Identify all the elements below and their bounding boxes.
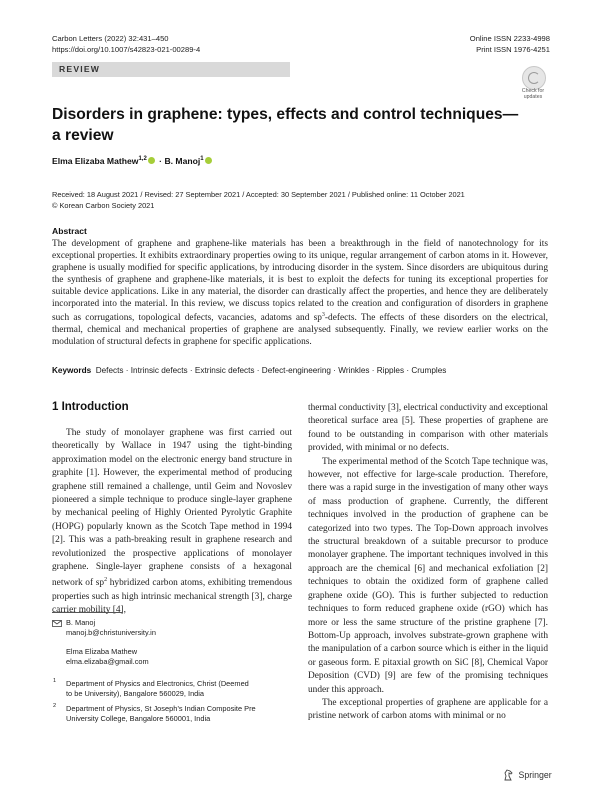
affiliation-1: Department of Physics and Electronics, Christ (Deemed to be University), Bangalore 560029, India xyxy=(66,679,249,699)
author-2-affil: 1 xyxy=(200,156,204,163)
affiliation-2: Department of Physics, St Joseph’s Indian Composite Pre University College, Bangalore 560001, India xyxy=(66,704,256,724)
abstract-heading: Abstract xyxy=(52,226,87,236)
orcid-icon[interactable] xyxy=(148,157,155,164)
issn-header xyxy=(470,33,550,55)
publisher-logo xyxy=(503,766,552,780)
left-column xyxy=(52,427,292,618)
right-column xyxy=(308,402,548,724)
springer-horse-icon xyxy=(503,769,514,781)
copyright-line: © Korean Carbon Society 2021 xyxy=(52,201,155,210)
paragraph: The study of monolayer graphene was first carried out theoretically by Wallace in 1947 using the tight-binding approximation model on the electronic energy band structure in graphite [1]. However, the experimental method of producing graphene still remained a challenge, until Geim and Novoslev pioneered a simple technique to produce single-layer graphene by mechanical peeling of Highly Oriented Pyrolytic Graphite (HOPG) popularly known as the Scotch Tape method in 1994 [2]. This was a path-breaking result in graphene research and revolutionized the prospective applications of monolayer graphene. Single-layer graphene consists of a hexagonal network of $sp^2$ hybridized carbon atoms, exhibiting tremendous properties such as high intrinsic mechanical strength [3], charge carrier mobility [4], xyxy=(52,428,292,616)
footnote-divider xyxy=(52,612,122,613)
article-type-label: REVIEW xyxy=(59,64,101,74)
check-for-updates-badge[interactable] xyxy=(516,66,550,100)
keywords xyxy=(52,366,446,375)
paragraph: thermal conductivity [3], electrical conductivity and exceptional theoretical surface area [5]. These properties of graphene are found to be outstanding in comparison with other materials provided, with minimal or no defects. xyxy=(308,403,548,454)
issn-print: Print ISSN 1976-4251 xyxy=(476,45,550,54)
issn-online: Online ISSN 2233-4998 xyxy=(469,34,550,43)
paragraph: The exceptional properties of graphene are applicable for a pristine network of carbon atoms with minimal or no xyxy=(308,697,548,722)
abstract-body: The development of graphene and graphene-like materials has been a breakthrough in the field of nanotechnology for its exceptional properties. It exhibits extraordinary properties owing to its unique, regular arrangement of carbon atoms in it. However, graphene is usually modified for specific applications, by introducing disorder in the system. Since disorders are ubiquitous during the synthesis of graphene and graphene-like materials, it is best to exploit the defects for tuning its exceptional properties for suitable device applications. Like in any material, the disorder can drastically affect the properties, and hence they are deliberately incorporated into the material. In this review, we discuss topics related to the creation and configuration of disorders in graphene such as corrugations, topological defects, vacancies, adatoms and $sp^3$-defects. The effects of these disorders on the electrical, thermal, chemical and mechanical properties of graphene are analysed subsequently. Finally, we review earlier works on the modulation of structural defects in graphene for specific applications. xyxy=(52,239,548,348)
keywords-label: Keywords xyxy=(52,366,92,375)
doi-link[interactable]: https://doi.org/10.1007/s42823-021-00289-4 xyxy=(52,45,201,54)
corresponding-author xyxy=(66,618,156,639)
section-heading: 1 Introduction xyxy=(52,401,129,413)
author-2-name[interactable]: B. Manoj xyxy=(164,156,201,166)
badge-line-1: Check for xyxy=(521,88,545,94)
author-2-contact-name: Elma Elizaba Mathew xyxy=(66,647,138,656)
dates-line: Received: 18 August 2021 / Revised: 27 September 2021 / Accepted: 30 September 2021 / Published online: 11 October 2021 xyxy=(52,190,465,199)
publication-dates xyxy=(52,189,465,211)
paragraph: The experimental method of the Scotch Tape technique was, however, not effective for large-scale production. Therefore, there was a rapid surge in the investigation of many other ways of mass production of graphene. Currently, the different techniques involved in the production of graphene can be categorized into two types. The Top-Down approach involves the structural breakdown of a suitable precursor to produce monolayer graphene. The important techniques involved in this approach are the chemical [6] and mechanical exfoliation [2] techniques to obtain the oxidized form of graphene called graphene oxide (GO). This is further subjected to reduction techniques to form reduced graphene oxide (rGO) which has more or less the same structure of the pristine graphene [7]. Bottom-Up approach, involves substrate-grown graphene with the manipulation of a carbon source which is either in the liquid or gaseous form. E pitaxial growth on SiC [8], Chemical Vapor Deposition (CVD) [9] are few of the promising techniques under this approach. xyxy=(308,456,548,695)
affiliation-2-number: 2 xyxy=(53,703,57,709)
keywords-list: Defects · Intrinsic defects · Extrinsic defects · Defect-engineering · Wrinkles · Ripples · Crumples xyxy=(95,366,447,375)
article-type-band xyxy=(52,62,290,77)
journal-citation: Carbon Letters (2022) 32:431–450 xyxy=(52,34,169,43)
second-author-contact xyxy=(66,647,149,668)
corresponding-email[interactable]: manoj.b@christuniversity.in xyxy=(66,628,156,638)
corresponding-name: B. Manoj xyxy=(66,618,96,627)
author-separator: · xyxy=(156,156,165,166)
author-line xyxy=(52,156,214,166)
orcid-icon[interactable] xyxy=(205,157,212,164)
publisher-name: Springer xyxy=(518,769,552,780)
article-title: Disorders in graphene: types, effects and control techniques—a review xyxy=(52,106,519,144)
author-2-email[interactable]: elma.elizaba@gmail.com xyxy=(66,657,149,667)
affiliation-1-number: 1 xyxy=(53,678,57,684)
refresh-icon xyxy=(522,66,546,90)
author-1-affil: 1,2 xyxy=(138,156,147,163)
author-1-name[interactable]: Elma Elizaba Mathew xyxy=(52,156,139,166)
journal-header xyxy=(52,33,200,55)
envelope-icon xyxy=(52,620,62,627)
badge-line-2: updates xyxy=(523,93,543,100)
